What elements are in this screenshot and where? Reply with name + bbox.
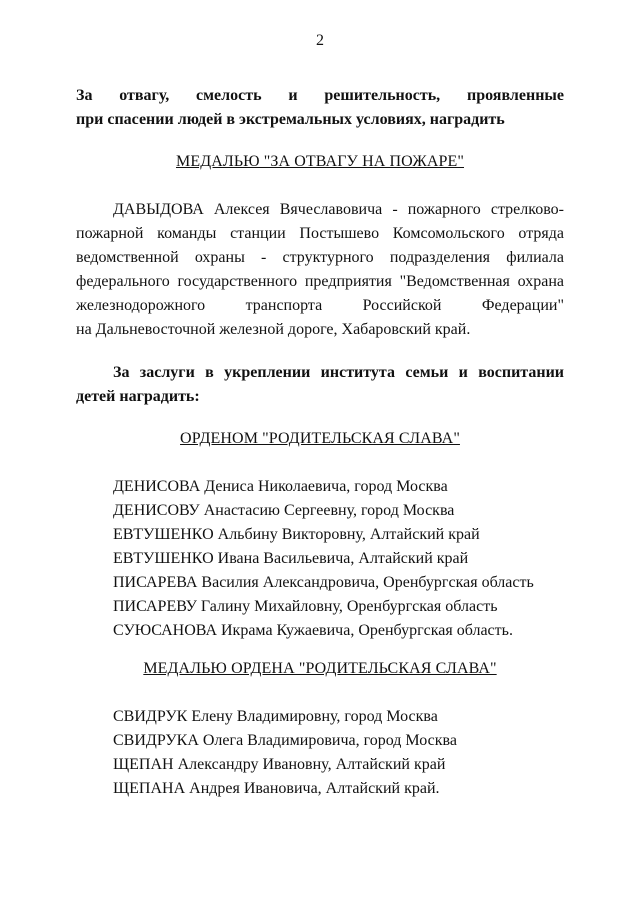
section1-intro-line: За отвагу, смелость и решительность, проявленные [76,87,564,104]
list-item: ЩЕПАН Александру Ивановну, Алтайский край [113,756,446,773]
recipient-line: на Дальневосточной железной дороге, Хабаровский край. [76,321,471,338]
recipient-line: федерального государственного предприятия "Ведомственная охрана [76,273,564,290]
award-heading-fire-medal: МЕДАЛЬЮ "ЗА ОТВАГУ НА ПОЖАРЕ" [176,153,464,170]
section1-intro-line: при спасении людей в экстремальных условиях, наградить [76,111,505,128]
list-item: ДЕНИСОВА Дениса Николаевича, город Москва [113,478,448,495]
list-item: ЕВТУШЕНКО Ивана Васильевича, Алтайский край [113,550,469,567]
list-item: ЩЕПАНА Андрея Ивановича, Алтайский край. [113,780,440,797]
order-recipients-list [113,475,534,643]
medal-recipients-list [113,705,457,801]
list-item: СВИДРУКА Олега Владимировича, город Москва [113,732,457,749]
recipient-line: ДАВЫДОВА Алексея Вячеславовича - пожарного стрелково- [113,201,564,218]
award-heading-order-medal: МЕДАЛЬЮ ОРДЕНА "РОДИТЕЛЬСКАЯ СЛАВА" [143,660,497,677]
list-item: ПИСАРЕВА Василия Александровича, Оренбургская область [113,574,534,591]
list-item: ПИСАРЕВУ Галину Михайловну, Оренбургская область [113,598,498,615]
list-item: ЕВТУШЕНКО Альбину Викторовну, Алтайский край [113,526,480,543]
section2-intro-line: За заслуги в укреплении института семьи и воспитании [113,364,564,381]
recipient-line: ведомственной охраны - структурного подразделения филиала [76,249,564,266]
recipient-line: железнодорожного транспорта Российской Федерации" [76,297,564,314]
recipient-paragraph [76,198,564,342]
section2-intro [76,361,564,409]
list-item: СВИДРУК Елену Владимировну, город Москва [113,708,438,725]
section1-intro [76,84,564,132]
section2-intro-line: детей наградить: [76,388,200,405]
award-heading-order: ОРДЕНОМ "РОДИТЕЛЬСКАЯ СЛАВА" [180,430,460,447]
page-number: 2 [316,32,324,49]
list-item: СУЮСАНОВА Икрама Кужаевича, Оренбургская область. [113,622,513,639]
list-item: ДЕНИСОВУ Анастасию Сергеевну, город Москва [113,502,455,519]
recipient-line: пожарной команды станции Постышево Комсомольского отряда [76,225,564,242]
